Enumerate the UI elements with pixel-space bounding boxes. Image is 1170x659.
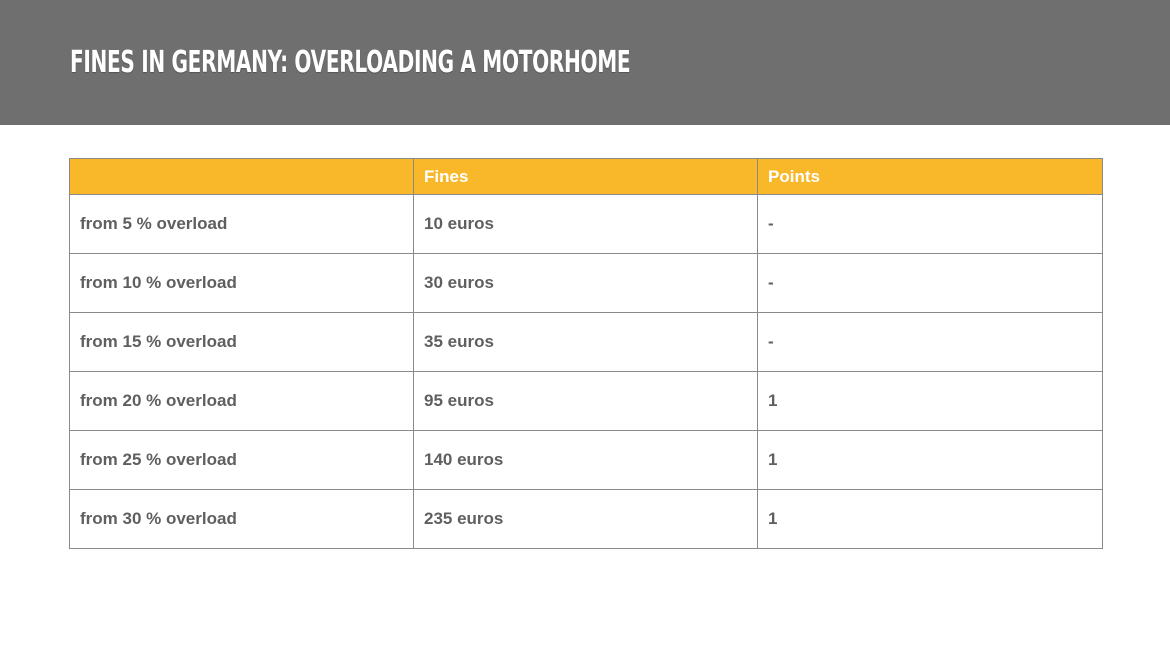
fines-table: [69, 158, 1103, 549]
column-header-fines: Fines: [414, 159, 758, 195]
table-row: [70, 490, 1103, 549]
points-cell: -: [758, 195, 1103, 254]
table-row: [70, 313, 1103, 372]
fine-cell: 140 euros: [414, 431, 758, 490]
points-cell: 1: [758, 372, 1103, 431]
fine-cell: 10 euros: [414, 195, 758, 254]
column-header-blank: [70, 159, 414, 195]
fine-cell: 95 euros: [414, 372, 758, 431]
fine-cell: 35 euros: [414, 313, 758, 372]
title-banner: [0, 0, 1170, 125]
fine-cell: 30 euros: [414, 254, 758, 313]
overload-cell: from 15 % overload: [70, 313, 414, 372]
table-row: [70, 372, 1103, 431]
overload-cell: from 10 % overload: [70, 254, 414, 313]
table-row: [70, 431, 1103, 490]
table-header-row: [70, 159, 1103, 195]
points-cell: 1: [758, 431, 1103, 490]
column-header-points: Points: [758, 159, 1103, 195]
table-row: [70, 195, 1103, 254]
points-cell: -: [758, 254, 1103, 313]
page-title: FINES IN GERMANY: OVERLOADING A MOTORHOME: [70, 45, 631, 80]
points-cell: 1: [758, 490, 1103, 549]
overload-cell: from 25 % overload: [70, 431, 414, 490]
overload-cell: from 30 % overload: [70, 490, 414, 549]
table-row: [70, 254, 1103, 313]
points-cell: -: [758, 313, 1103, 372]
fine-cell: 235 euros: [414, 490, 758, 549]
overload-cell: from 5 % overload: [70, 195, 414, 254]
overload-cell: from 20 % overload: [70, 372, 414, 431]
